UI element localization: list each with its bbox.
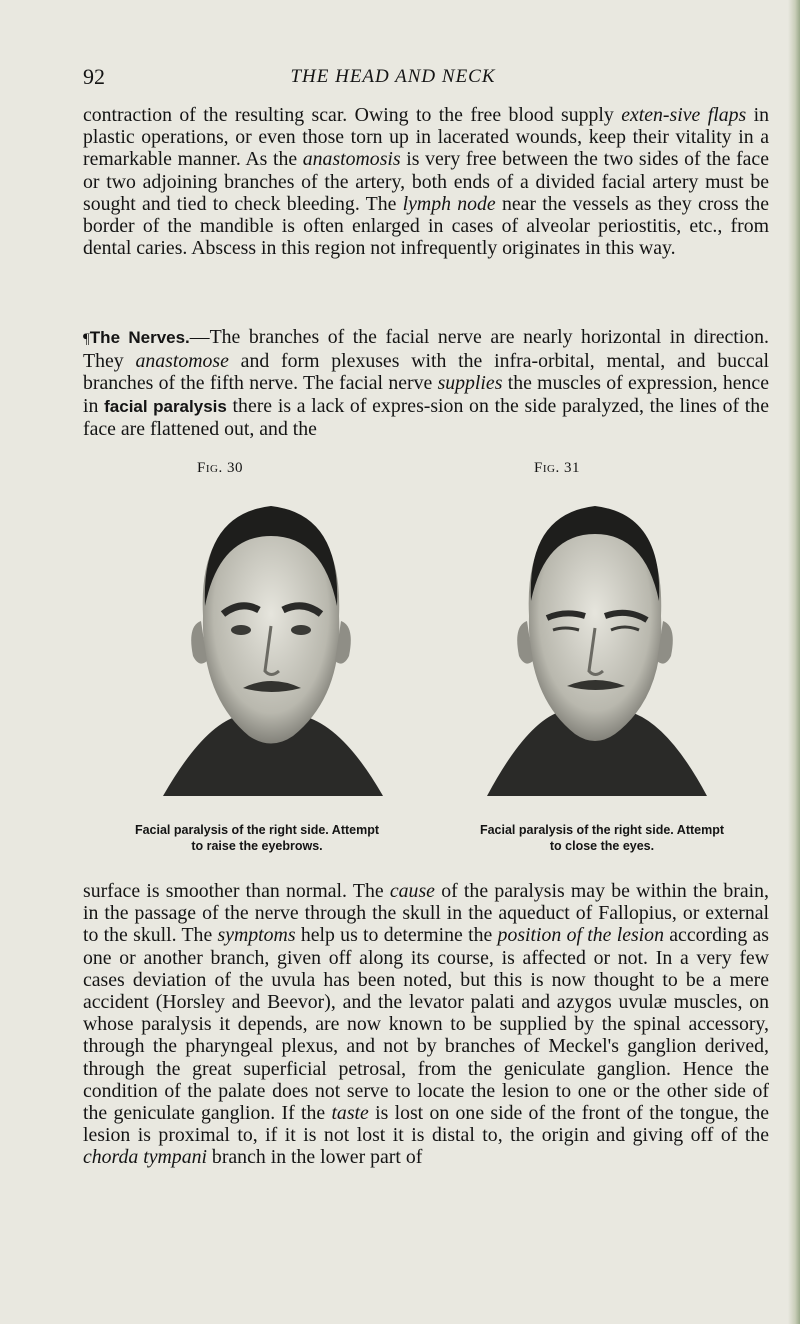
text-span: —The branches of the facial nerve are nearly horizontal in direction. They	[83, 326, 769, 373]
figure-31-caption	[437, 822, 767, 854]
emphasis-text: chorda tympani	[83, 1146, 207, 1169]
text-span: there is a lack of expres-sion on the side paralyzed, the lines of the face are flattened out, and the	[83, 394, 769, 440]
caption-line: Facial paralysis of the right side. Attempt	[479, 823, 725, 837]
eye-right	[291, 625, 311, 635]
paragraph-3	[83, 880, 769, 1169]
text-span: the muscles of expression, hence in	[83, 372, 769, 417]
emphasis-text: taste	[331, 1102, 369, 1125]
page-number: 92	[83, 64, 105, 89]
emphasis-text: symptoms	[217, 924, 296, 947]
text-span: in plastic operations, or even those torn up in lacerated wounds, keep their vitality in a remarkable manner. As the	[83, 104, 769, 171]
emphasis-text: exten-sive flaps	[621, 104, 747, 126]
figure-31-portrait	[467, 496, 722, 796]
page-edge	[788, 0, 800, 1324]
figure-30-caption	[92, 822, 422, 854]
figure-30-portrait	[143, 496, 398, 796]
emphasis-text: supplies	[437, 372, 503, 395]
text-span: near the vessels as they cross the border of the mandible is often enlarged in cases of alveolar periostitis, etc., from dental caries. Abscess in this region not infrequently originates in this way.	[83, 192, 770, 260]
text-span: is very free between the two sides of the face or two adjoining branches of the artery, both ends of a divided facial artery must be sought and tied to check bleeding. The	[83, 148, 769, 215]
caption-line: to close the eyes.	[549, 839, 655, 853]
paragraph-1	[83, 104, 769, 259]
text-span: help us to determine the	[295, 924, 498, 947]
running-head: THE HEAD AND NECK	[290, 66, 496, 87]
text-span: is lost on one side of the front of the tongue, the lesion is proximal to, if it is not lost it is distal to, the origin and giving off of the	[83, 1102, 770, 1147]
text-span: branch in the lower part of	[206, 1146, 423, 1169]
paragraph-nerves	[83, 326, 769, 440]
paragraph-mark: ¶	[83, 331, 90, 347]
emphasis-text: cause	[389, 880, 435, 902]
caption-line: to raise the eyebrows.	[191, 839, 323, 853]
bold-term: facial paralysis	[104, 396, 227, 416]
emphasis-text: anastomosis	[302, 148, 401, 171]
text-span: and form plexuses with the infra-orbital, mental, and buccal branches of the fifth nerve. The facial nerve	[83, 350, 769, 395]
emphasis-text: anastomose	[135, 350, 229, 373]
figure-31-label: Fig. 31	[534, 460, 580, 476]
text-span: contraction of the resulting scar. Owing to the free blood supply	[83, 104, 622, 126]
eye-left	[231, 625, 251, 635]
caption-line: Facial paralysis of the right side. Attempt	[134, 823, 380, 837]
emphasis-text: lymph node	[402, 192, 496, 215]
text-span: surface is smoother than normal. The	[83, 880, 390, 902]
emphasis-text: position of the lesion	[497, 924, 664, 947]
text-span: of the paralysis may be within the brain, in the passage of the nerve through the skull in the aqueduct of Fallopius, or external to the skull. The	[83, 880, 769, 947]
page-header	[83, 64, 703, 94]
figure-30-label: Fig. 30	[197, 460, 243, 476]
text-span: according as one or another branch, given off along its course, is affected or not. In a very few cases deviation of the uvula has been noted, but this is now thought to be a mere accident (Horsley and Beevor), and the levator palati and azygos uvulæ muscles, on whose paralysis it depends, are now known to be supplied by the spinal accessory, through the pharyngeal plexus, and not by branches of Meckel's ganglion derived, through the great superficial petrosal, from the geniculate ganglion. Hence the condition of the palate does not serve to locate the lesion to one or the other side of the geniculate ganglion. If the	[83, 924, 770, 1125]
section-heading: The Nerves.	[89, 328, 190, 347]
